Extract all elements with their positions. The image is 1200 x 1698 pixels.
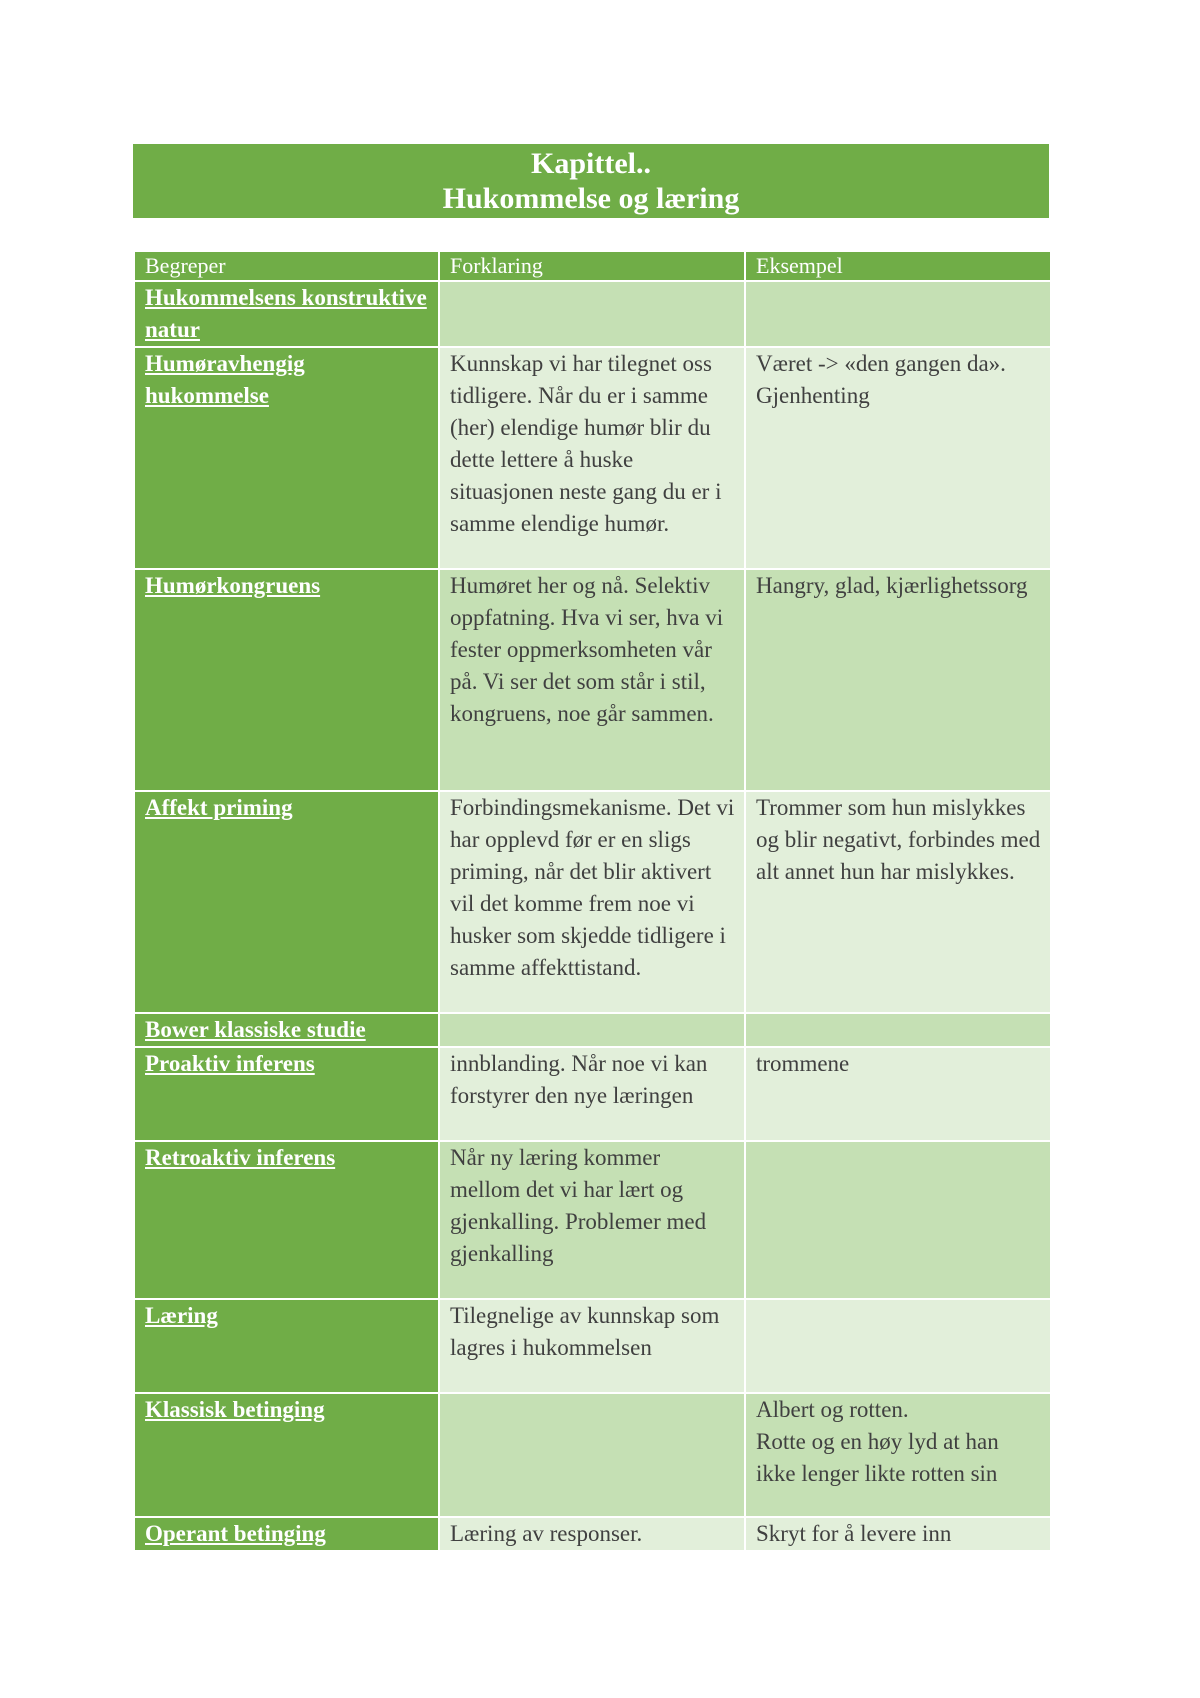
table-row (134, 1299, 1051, 1393)
term-cell: Humørkongruens (134, 569, 439, 791)
table-row (134, 281, 1051, 347)
description-cell: Kunnskap vi har tilegnet oss tidligere. Når du er i samme (her) elendige humør blir du dette lettere å huske situasjonen neste gang du er i samme elendige humør. (439, 347, 745, 569)
concept-table (133, 250, 1052, 1552)
description-cell: Læring av responser. (439, 1517, 745, 1551)
description-cell: Når ny læring kommer mellom det vi har lært og gjenkalling. Problemer med gjenkalling (439, 1141, 745, 1299)
example-cell: Albert og rotten. Rotte og en høy lyd at han ikke lenger likte rotten sin (745, 1393, 1051, 1517)
term-cell: Bower klassiske studie (134, 1013, 439, 1047)
description-cell (439, 1393, 745, 1517)
example-cell: trommene (745, 1047, 1051, 1141)
term-cell: Hukommelsens konstruktive natur (134, 281, 439, 347)
description-cell (439, 281, 745, 347)
chapter-title: Hukommelse og læring (442, 182, 740, 215)
example-cell: Trommer som hun mislykkes og blir negativt, forbindes med alt annet hun har mislykkes. (745, 791, 1051, 1013)
header-begreper: Begreper (134, 251, 439, 281)
term-cell: Læring (134, 1299, 439, 1393)
table-row (134, 791, 1051, 1013)
table-row (134, 569, 1051, 791)
example-cell: Hangry, glad, kjærlighetssorg (745, 569, 1051, 791)
term-cell: Affekt priming (134, 791, 439, 1013)
table-row (134, 1517, 1051, 1551)
description-cell: Forbindingsmekanisme. Det vi har opplevd før er en sligs priming, når det blir aktivert vil det komme frem noe vi husker som skjedde tidligere i samme affekttistand. (439, 791, 745, 1013)
term-cell: Operant betinging (134, 1517, 439, 1551)
example-cell (745, 1013, 1051, 1047)
document-title (133, 144, 1049, 218)
table-row (134, 1393, 1051, 1517)
table-row (134, 1141, 1051, 1299)
description-cell: innblanding. Når noe vi kan forstyrer den nye læringen (439, 1047, 745, 1141)
example-cell (745, 1299, 1051, 1393)
table-row (134, 1047, 1051, 1141)
example-cell (745, 1141, 1051, 1299)
table-header-row (134, 251, 1051, 281)
description-cell (439, 1013, 745, 1047)
chapter-label: Kapittel.. (531, 147, 651, 180)
header-eksempel: Eksempel (745, 251, 1051, 281)
example-cell (745, 281, 1051, 347)
term-cell: Humøravhengig hukommelse (134, 347, 439, 569)
example-cell: Skryt for å levere inn (745, 1517, 1051, 1551)
header-forklaring: Forklaring (439, 251, 745, 281)
term-cell: Klassisk betinging (134, 1393, 439, 1517)
term-cell: Proaktiv inferens (134, 1047, 439, 1141)
description-cell: Tilegnelige av kunnskap som lagres i hukommelsen (439, 1299, 745, 1393)
table-row (134, 347, 1051, 569)
description-cell: Humøret her og nå. Selektiv oppfatning. Hva vi ser, hva vi fester oppmerksomheten vår på. Vi ser det som står i stil, kongruens, noe går sammen. (439, 569, 745, 791)
table-row (134, 1013, 1051, 1047)
example-cell: Været -> «den gangen da». Gjenhenting (745, 347, 1051, 569)
term-cell: Retroaktiv inferens (134, 1141, 439, 1299)
